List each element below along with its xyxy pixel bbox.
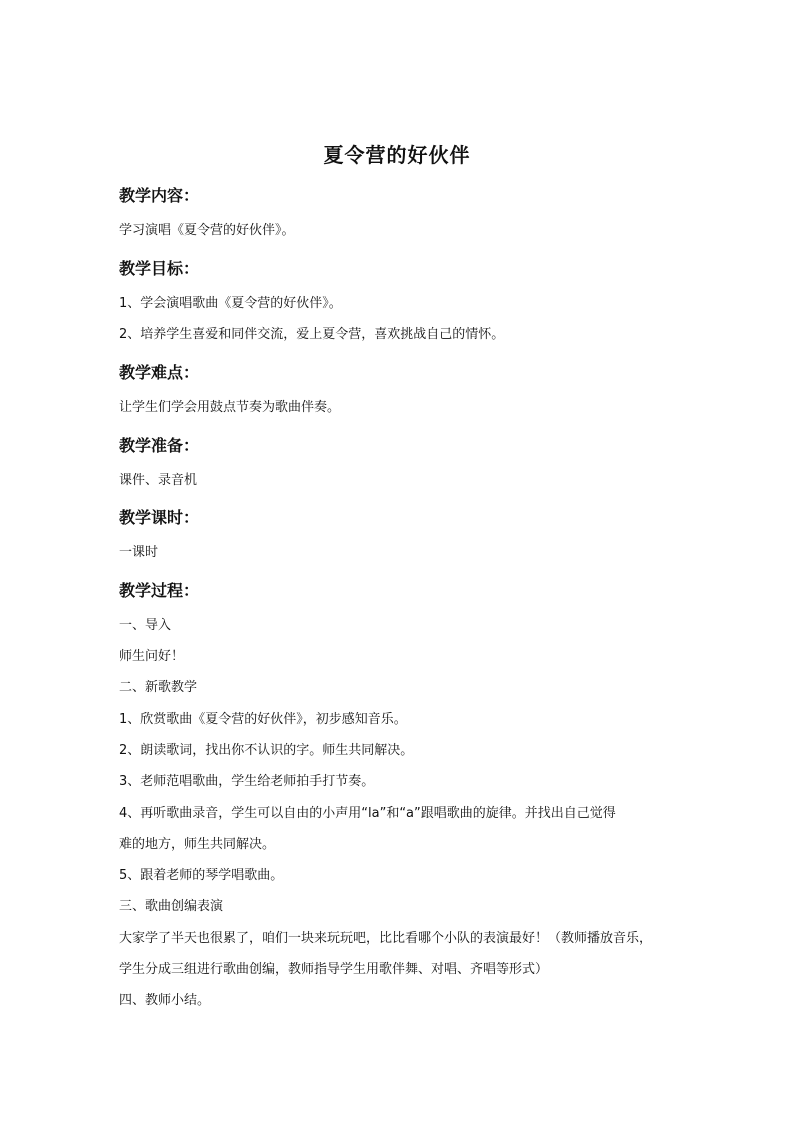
goal-item: 1、学会演唱歌曲《夏令营的好伙伴》。: [119, 296, 342, 311]
process-line: 难的地方，师生共同解决。: [119, 837, 276, 852]
content-heading: 教学内容：: [119, 186, 200, 205]
document-title: 夏令营的好伙伴: [323, 143, 471, 167]
difficulty-heading: 教学难点：: [119, 363, 200, 382]
process-line: 一、导入: [119, 618, 172, 633]
process-line: 学生分成三组进行歌曲创编，教师指导学生用歌伴舞、对唱、齐唱等形式）: [119, 962, 549, 977]
process-line: 1、欣赏歌曲《夏令营的好伙伴》，初步感知音乐。: [119, 712, 407, 727]
process-line: 5、跟着老师的琴学唱歌曲。: [119, 868, 284, 883]
goal-item: 2、培养学生喜爱和同伴交流，爱上夏令营，喜欢挑战自己的情怀。: [119, 327, 505, 342]
process-line: 3、老师范唱歌曲，学生给老师拍手打节奏。: [119, 774, 375, 789]
process-line: 师生问好！: [119, 649, 185, 664]
prep-heading: 教学准备：: [119, 436, 200, 455]
difficulty-text: 让学生们学会用鼓点节奏为歌曲伴奏。: [119, 400, 341, 415]
process-line: 4、再听歌曲录音，学生可以自由的小声用“la”和“a”跟唱歌曲的旋律。并找出自己觉得: [119, 806, 616, 821]
hours-text: 一课时: [119, 545, 159, 560]
content-text: 学习演唱《夏令营的好伙伴》。: [119, 223, 295, 238]
process-line: 四、教师小结。: [119, 993, 211, 1008]
process-line: 三、歌曲创编表演: [119, 899, 224, 914]
hours-heading: 教学课时：: [119, 508, 200, 527]
process-line: 大家学了半天也很累了，咱们一块来玩玩吧，比比看哪个小队的表演最好！（教师播放音乐，: [119, 931, 653, 946]
prep-text: 课件、录音机: [119, 473, 198, 488]
process-line: 2、朗读歌词，找出你不认识的字。师生共同解决。: [119, 743, 414, 758]
goals-heading: 教学目标：: [119, 259, 200, 278]
process-heading: 教学过程：: [119, 581, 200, 600]
process-line: 二、新歌教学: [119, 680, 198, 695]
